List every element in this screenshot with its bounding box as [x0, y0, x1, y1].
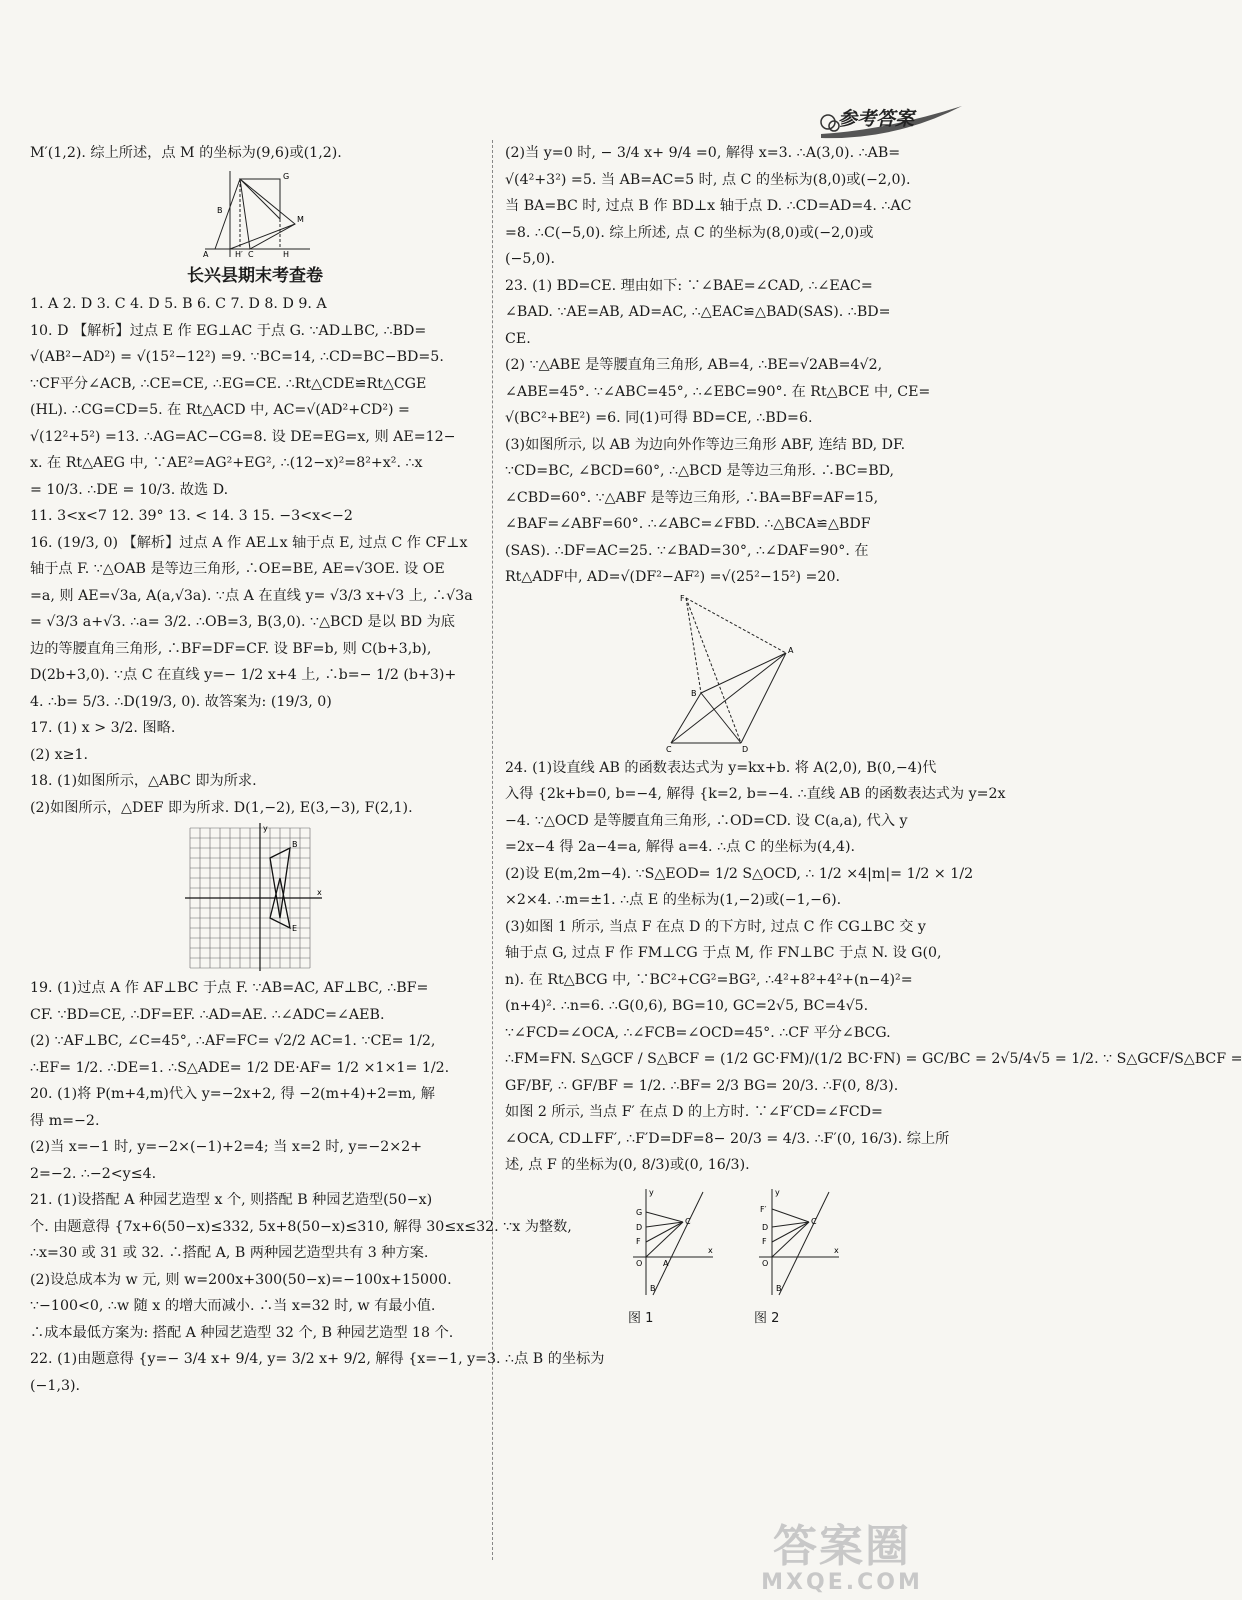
text-line: ∠ABE=45°. ∵∠ABC=45°, ∴∠EBC=90°. 在 Rt△BCE 中, CE=	[505, 383, 931, 400]
text-line: (2) x≥1.	[30, 746, 89, 763]
svg-text:B: B	[292, 840, 298, 849]
column-divider	[492, 140, 494, 1560]
svg-text:F′: F′	[760, 1204, 767, 1214]
svg-text:x: x	[708, 1245, 713, 1255]
text-line: ∵∠FCD=∠OCA, ∴∠FCB=∠OCD=45°. ∴CF 平分∠BCG.	[505, 1024, 891, 1041]
figure-1	[628, 1187, 718, 1333]
text-line: 得 m=−2.	[30, 1112, 100, 1129]
svg-text:x: x	[834, 1245, 839, 1255]
text-line: ∠BAF=∠ABF=60°. ∴∠ABC=∠FBD. ∴△BCA≌△BDF	[505, 516, 871, 532]
watermark-logo	[712, 1521, 972, 1595]
text-line: CF. ∵BD=CE, ∴DF=EF. ∴AD=AE. ∴∠ADC=∠AEB.	[30, 1006, 385, 1023]
section-title: 长兴县期末考查卷	[187, 265, 323, 286]
text-line: 如图 2 所示, 当点 F′ 在点 D 的上方时. ∵∠F′CD=∠FCD=	[505, 1104, 883, 1120]
text-line: √(12²+5²) =13. ∴AG=AC−CG=8. 设 DE=EG=x, 则 AE=12−	[30, 428, 456, 445]
text-line: (2)设总成本为 w 元, 则 w=200x+300(50−x)=−100x+15000.	[30, 1271, 452, 1288]
text-line: 19. (1)过点 A 作 AF⊥BC 于点 F. ∵AB=AC, AF⊥BC, ∴BF=	[30, 980, 429, 996]
text-line: 4. ∴b= 5/3. ∴D(19/3, 0). 故答案为: (19/3, 0)	[30, 693, 332, 710]
svg-text:C: C	[666, 744, 672, 754]
svg-text:F: F	[680, 593, 685, 603]
text-line: (3)如图所示, 以 AB 为边向外作等边三角形 ABF, 连结 BD, DF.	[505, 436, 906, 453]
svg-text:B: B	[691, 688, 697, 698]
svg-text:D: D	[742, 744, 749, 754]
svg-text:B: B	[776, 1283, 782, 1293]
watermark-url: MXQE.COM	[761, 1570, 923, 1595]
text-line: (−5,0).	[505, 251, 556, 267]
grid-figure	[180, 823, 330, 973]
text-line: (−1,3).	[30, 1377, 81, 1394]
text-line: 18. (1)如图所示，△ABC 即为所求.	[30, 773, 257, 789]
text-line: 1. A 2. D 3. C 4. D 5. B 6. C 7. D 8. D 9. A	[30, 296, 327, 312]
svg-text:B: B	[650, 1283, 656, 1293]
text-line: 2=−2. ∴−2<y≤4.	[30, 1165, 157, 1182]
text-line: (2)当 y=0 时, − 3/4 x+ 9/4 =0, 解得 x=3. ∴A(3,0). ∴AB=	[505, 145, 901, 161]
text-line: ∠CBD=60°. ∵△ABF 是等边三角形, ∴BA=BF=AF=15,	[505, 489, 879, 506]
text-line: 22. (1)由题意得 {y=− 3/4 x+ 9/4, y= 3/2 x+ 9/2, 解得 {x=−1, y=3. ∴点 B 的坐标为	[30, 1351, 605, 1367]
svg-text:x: x	[317, 888, 322, 897]
text-line: (2)如图所示，△DEF 即为所求. D(1,−2), E(3,−3), F(2,1).	[30, 799, 413, 816]
text-line: 个. 由题意得 {7x+6(50−x)≤332, 5x+8(50−x)≤310, 解得 30≤x≤32. ∵x 为整数,	[30, 1218, 572, 1235]
coordinate-figure-2	[754, 1187, 844, 1297]
svg-text:C: C	[248, 249, 254, 259]
text-line: 17. (1) x > 3/2. 图略.	[30, 720, 176, 736]
text-line: 20. (1)将 P(m+4,m)代入 y=−2x+2, 得 −2(m+4)+2=m, 解	[30, 1086, 435, 1102]
text-line: 16. (19/3, 0) 【解析】过点 A 作 AE⊥x 轴于点 E, 过点 C 作 CF⊥x	[30, 534, 468, 551]
svg-text:y: y	[775, 1187, 780, 1197]
svg-text:F: F	[762, 1236, 767, 1246]
text-line: 述, 点 F 的坐标为(0, 8/3)或(0, 16/3).	[505, 1157, 750, 1173]
svg-text:M: M	[297, 214, 304, 224]
watermark-text: 答案圈	[773, 1521, 911, 1572]
svg-text:G: G	[636, 1207, 643, 1217]
text-line: −4. ∵△OCD 是等腰直角三角形, ∴OD=CD. 设 C(a,a), 代入 y	[505, 812, 908, 829]
text-line: 轴于点 F. ∵△OAB 是等边三角形, ∴OE=BE, AE=√3OE. 设 OE	[30, 561, 445, 577]
text-line: 10. D 【解析】过点 E 作 EG⊥AC 于点 G. ∵AD⊥BC, ∴BD=	[30, 322, 427, 339]
text-line: ∵−100<0, ∴w 随 x 的增大而减小. ∴当 x=32 时, w 有最小值.	[30, 1298, 436, 1314]
text-line: (2)设 E(m,2m−4). ∵S△EOD= 1/2 S△OCD, ∴ 1/2 ×4|m|= 1/2 × 1/2	[505, 865, 974, 882]
coordinate-figures	[505, 1187, 967, 1333]
text-line: 边的等腰直角三角形, ∴BF=DF=CF. 设 BF=b, 则 C(b+3,b),	[30, 640, 432, 657]
text-line: 24. (1)设直线 AB 的函数表达式为 y=kx+b. 将 A(2,0), B(0,−4)代	[505, 759, 937, 776]
text-line: 轴于点 G, 过点 F 作 FM⊥CG 于点 M, 作 FN⊥BC 于点 N. 设 G(0,	[505, 945, 942, 961]
text-line: =2x−4 得 2a−4=a, 解得 a=4. ∴点 C 的坐标为(4,4).	[505, 839, 856, 855]
svg-text:E: E	[292, 924, 298, 933]
text-line: (3)如图 1 所示, 当点 F 在点 D 的下方时, 过点 C 作 CG⊥BC 交 y	[505, 918, 926, 935]
text-line: GF/BF, ∴ GF/BF = 1/2. ∴BF= 2/3 BG= 20/3. ∴F(0, 8/3).	[505, 1077, 899, 1094]
text-line: = 10/3. ∴DE = 10/3. 故选 D.	[30, 481, 229, 498]
text-line: 当 BA=BC 时, 过点 B 作 BD⊥x 轴于点 D. ∴CD=AD=4. ∴AC	[505, 198, 912, 214]
svg-text:D: D	[636, 1222, 643, 1232]
text-line: D(2b+3,0). ∵点 C 在直线 y=− 1/2 x+4 上, ∴b=− 1/2 (b+3)+	[30, 667, 457, 683]
text-line: =8. ∴C(−5,0). 综上所述, 点 C 的坐标为(8,0)或(−2,0)或	[505, 224, 874, 241]
text-line: ∴FM=FN. S△GCF / S△BCF = (1/2 GC·FM)/(1/2 BC·FN) = GC/BC = 2√5/4√5 = 1/2. ∵ S△GCF/S△BCF =	[505, 1051, 1242, 1067]
svg-text:G: G	[283, 171, 290, 181]
text-line: =a, 则 AE=√3a, A(a,√3a). ∵点 A 在直线 y= √3/3 x+√3 上, ∴√3a	[30, 587, 473, 604]
text-line: (2) ∵AF⊥BC, ∠C=45°, ∴AF=FC= √2/2 AC=1. ∵CE= 1/2,	[30, 1033, 436, 1049]
text-line: ∴EF= 1/2. ∴DE=1. ∴S△ADE= 1/2 DE·AF= 1/2 ×1×1= 1/2.	[30, 1059, 450, 1076]
text-line: ∴x=30 或 31 或 32. ∴搭配 A, B 两种园艺造型共有 3 种方案.	[30, 1245, 429, 1261]
svg-text:y: y	[649, 1187, 654, 1197]
svg-text:y: y	[263, 824, 268, 833]
text-line: 21. (1)设搭配 A 种园艺造型 x 个, 则搭配 B 种园艺造型(50−x)	[30, 1192, 433, 1208]
text-line: (2) ∵△ABE 是等腰直角三角形, AB=4, ∴BE=√2AB=4√2,	[505, 357, 883, 373]
right-column	[505, 140, 1242, 1333]
text-line: ×2×4. ∴m=±1. ∴点 E 的坐标为(1,−2)或(−1,−6).	[505, 892, 842, 908]
figure-caption: 图 2	[754, 1311, 780, 1326]
svg-text:A: A	[663, 1258, 669, 1268]
svg-text:F: F	[636, 1236, 641, 1246]
text-line: √(4²+3²) =5. 当 AB=AC=5 时, 点 C 的坐标为(8,0)或(−2,0).	[505, 171, 911, 188]
svg-text:H: H	[283, 249, 290, 259]
text-line: 入得 {2k+b=0, b=−4, 解得 {k=2, b=−4. ∴直线 AB 的函数表达式为 y=2x	[505, 786, 1006, 802]
header-badge-label: 参考答案	[837, 108, 914, 130]
text-line: n). 在 Rt△BCG 中, ∵BC²+CG²=BG², ∴4²+8²+4²+(n−4)²=	[505, 971, 913, 988]
figure-caption: 图 1	[628, 1311, 654, 1326]
text-line: ∠BAD. ∵AE=AB, AD=AC, ∴△EAC≌△BAD(SAS). ∴BD=	[505, 304, 891, 320]
header-badge	[816, 100, 966, 144]
text-line: CE.	[505, 330, 531, 347]
svg-text:C: C	[811, 1216, 817, 1226]
left-column	[30, 140, 605, 1399]
text-line: (n+4)². ∴n=6. ∴G(0,6), BG=10, GC=2√5, BC=4√5.	[505, 998, 869, 1014]
svg-text:O: O	[762, 1258, 769, 1268]
coordinate-figure-1	[628, 1187, 718, 1297]
text-line: ∵CF平分∠ACB, ∴CE=CE, ∴EG=CE. ∴Rt△CDE≌Rt△CGE	[30, 375, 427, 392]
text-line: = √3/3 a+√3. ∴a= 3/2. ∴OB=3, B(3,0). ∵△BCD 是以 BD 为底	[30, 614, 455, 630]
text-line: 11. 3<x<7 12. 39° 13. < 14. 3 15. −3<x<−2	[30, 508, 353, 524]
triangle-figure	[666, 593, 806, 753]
text-line: (HL). ∴CG=CD=5. 在 Rt△ACD 中, AC=√(AD²+CD²) =	[30, 402, 410, 418]
text-line: (SAS). ∴DF=AC=25. ∵∠BAD=30°, ∴∠DAF=90°. 在	[505, 542, 869, 559]
text-line: √(AB²−AD²) = √(15²−12²) =9. ∵BC=14, ∴CD=BC−BD=5.	[30, 349, 444, 365]
geometry-figure-m	[195, 169, 315, 261]
text-line: ∴成本最低方案为: 搭配 A 种园艺造型 32 个, B 种园艺造型 18 个.	[30, 1324, 454, 1341]
svg-text:D: D	[762, 1222, 769, 1232]
text-line: ∵CD=BC, ∠BCD=60°, ∴△BCD 是等边三角形. ∴BC=BD,	[505, 463, 894, 479]
text-line: M′(1,2). 综上所述，点 M 的坐标为(9,6)或(1,2).	[30, 145, 342, 161]
svg-text:O: O	[636, 1258, 643, 1268]
text-line: x. 在 Rt△AEG 中, ∵AE²=AG²+EG², ∴(12−x)²=8²+x². ∴x	[30, 455, 423, 471]
text-line: Rt△ADF中, AD=√(DF²−AF²) =√(25²−15²) =20.	[505, 569, 840, 585]
text-line: (2)当 x=−1 时, y=−2×(−1)+2=4; 当 x=2 时, y=−2×2+	[30, 1139, 423, 1155]
text-line: √(BC²+BE²) =6. 同(1)可得 BD=CE, ∴BD=6.	[505, 410, 813, 426]
svg-text:C: C	[685, 1216, 691, 1226]
svg-text:A: A	[788, 645, 794, 655]
text-line: 23. (1) BD=CE. 理由如下: ∵∠BAE=∠CAD, ∴∠EAC=	[505, 277, 873, 294]
figure-2	[754, 1187, 844, 1333]
svg-text:A: A	[203, 249, 209, 259]
svg-text:H′: H′	[235, 249, 243, 259]
svg-text:B: B	[217, 205, 223, 215]
text-line: ∠OCA, CD⊥FF′, ∴F′D=DF=8− 20/3 = 4/3. ∴F′(0, 16/3). 综上所	[505, 1130, 950, 1147]
